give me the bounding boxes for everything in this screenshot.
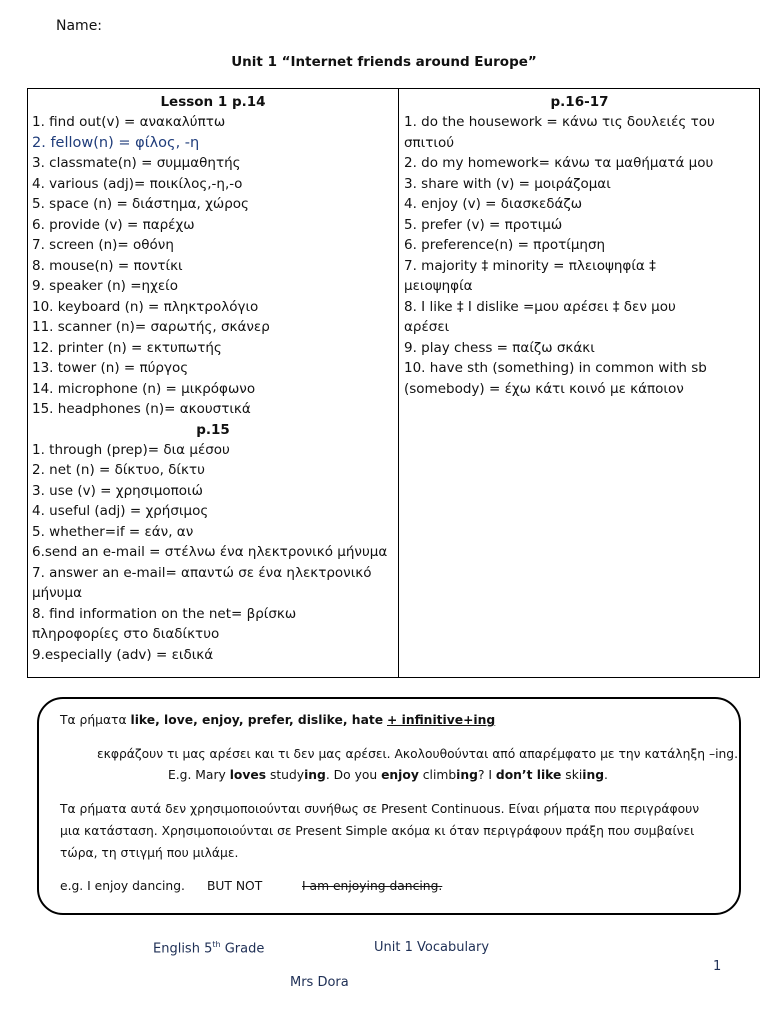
rule-intro: Τα ρήματα xyxy=(60,713,131,727)
p16-17-list xyxy=(404,112,755,399)
vocab-item: 7. screen (n)= οθόνη xyxy=(32,237,174,253)
vocab-item: πληροφορίες στο διαδίκτυο xyxy=(32,626,220,642)
page-title: Unit 1 “Internet friends around Europe” xyxy=(231,54,537,70)
vocab-item: 3. classmate(n) = συμμαθητής xyxy=(32,155,241,171)
usage-note-line: Τα ρήματα αυτά δεν χρησιμοποιούνται συνήθως σε Present Continuous. Είναι ρήματα που περιγράφουν xyxy=(60,802,700,816)
example-text: study xyxy=(266,768,305,782)
vocab-item: 2. do my homework= κάνω τα μαθήματά μου xyxy=(404,155,714,171)
example-text: ? I xyxy=(477,768,496,782)
vocab-item: 14. microphone (n) = μικρόφωνο xyxy=(32,380,256,397)
vocab-item: 4. useful (adj) = χρήσιμος xyxy=(32,503,209,519)
vocab-item: 8. I like ‡ I dislike =μου αρέσει ‡ δεν μου xyxy=(404,298,676,315)
vocab-item: 6. provide (v) = παρέχω xyxy=(32,216,195,233)
vocab-item: σπιτιού xyxy=(404,134,455,151)
example-text: . xyxy=(604,768,608,782)
vocab-item: 13. tower (n) = πύργος xyxy=(32,360,189,376)
vocab-item: 2. fellow(n) = φίλος, -η xyxy=(32,134,200,151)
vocab-item: 9. play chess = παίζω σκάκι xyxy=(404,339,595,356)
vocab-item: 4. various (adj)= ποικίλος,-η,-ο xyxy=(32,175,243,192)
left-column xyxy=(28,89,399,677)
grammar-examples xyxy=(168,768,608,782)
vocab-item: 6.send an e-mail = στέλνω ένα ηλεκτρονικό μήνυμα xyxy=(32,544,388,560)
vocab-item: 1. do the housework = κάνω τις δουλειές του xyxy=(404,114,715,130)
vocab-item: 11. scanner (n)= σαρωτής, σκάνερ xyxy=(32,319,270,335)
vocab-item: 9.especially (adv) = ειδικά xyxy=(32,646,214,663)
vocab-item: 5. space (n) = διάστημα, χώρος xyxy=(32,196,249,212)
example-text: ski xyxy=(561,768,583,782)
course-text: English 5 xyxy=(153,941,213,957)
example-suffix: ing xyxy=(304,768,326,782)
p15-list xyxy=(32,440,394,666)
example-verb: don’t like xyxy=(495,768,562,782)
vocab-item: 7. answer an e-mail= απαντώ σε ένα ηλεκτρονικό xyxy=(32,564,372,581)
vocab-item: 10. have sth (something) in common with sb xyxy=(404,360,707,376)
vocab-item: 5. prefer (v) = προτιμώ xyxy=(404,216,563,233)
footer-unit: Unit 1 Vocabulary xyxy=(374,940,490,955)
grammar-explanation: εκφράζουν τι μας αρέσει και τι δεν μας αρέσει. Ακολουθούνται από απαρέμφατο με την κατάληξη –ing. xyxy=(97,747,739,761)
vocab-item: 10. keyboard (n) = πληκτρολόγιο xyxy=(32,298,259,315)
example-suffix: ing xyxy=(582,768,605,782)
vocab-item: (somebody) = έχω κάτι κοινό με κάποιον xyxy=(404,380,684,397)
usage-note-line: τώρα, τη στιγμή που μιλάμε. xyxy=(60,846,239,860)
vocab-item: 1. through (prep)= δια μέσου xyxy=(32,441,230,458)
vocab-item: 4. enjoy (v) = διασκεδάζω xyxy=(404,196,583,212)
footer-course xyxy=(153,940,264,956)
lesson-list xyxy=(32,112,394,420)
vocab-item: 15. headphones (n)= ακουστικά xyxy=(32,401,251,417)
footer-teacher: Mrs Dora xyxy=(290,975,349,990)
course-superscript: th xyxy=(212,940,221,949)
example-text: climb xyxy=(418,768,457,782)
vocab-item: μειοψηφία xyxy=(404,278,473,294)
vocab-item: αρέσει xyxy=(404,319,450,335)
incorrect-example: I am enjoying dancing. xyxy=(302,879,443,893)
but-not-label: BUT NOT xyxy=(207,879,263,893)
example-verb: loves xyxy=(229,768,267,782)
course-text: Grade xyxy=(220,941,265,957)
section-heading-p16-17: p.16-17 xyxy=(550,94,609,110)
usage-note-line: μια κατάσταση. Χρησιμοποιούνται σε Present Simple ακόμα κι όταν περιγράφουν πράξη που συμβαίνει xyxy=(60,824,695,838)
vocab-item: 3. use (v) = χρησιμοποιώ xyxy=(32,482,203,499)
correct-example: e.g. I enjoy dancing. xyxy=(60,879,185,893)
lesson-heading: Lesson 1 p.14 xyxy=(160,94,266,110)
vocab-item: 8. mouse(n) = ποντίκι xyxy=(32,257,183,274)
vocab-item: 9. speaker (n) =ηχείο xyxy=(32,278,179,294)
vocab-item: 7. majority ‡ minority = πλειοψηφία ‡ xyxy=(404,257,656,274)
vocab-item: μήνυμα xyxy=(32,585,82,601)
right-column xyxy=(399,89,759,677)
section-heading-p15: p.15 xyxy=(196,421,230,438)
vocab-item: 5. whether=if = εάν, αν xyxy=(32,523,194,540)
rule-form: + infinitive+ing xyxy=(387,713,496,727)
rule-verbs: like, love, enjoy, prefer, dislike, hate xyxy=(130,713,384,727)
example-suffix: ing xyxy=(456,768,478,782)
example-text: E.g. Mary xyxy=(168,768,230,782)
name-label: Name: xyxy=(56,18,103,34)
vocab-item: 8. find information on the net= βρίσκω xyxy=(32,605,297,622)
grammar-rule-line xyxy=(60,713,495,727)
page-number: 1 xyxy=(713,959,722,974)
vocab-item: 6. preference(n) = προτίμηση xyxy=(404,237,606,253)
vocab-item: 3. share with (v) = μοιράζομαι xyxy=(404,175,611,192)
grammar-note-box xyxy=(37,697,741,915)
example-text: . Do you xyxy=(325,768,382,782)
example-verb: enjoy xyxy=(381,768,419,782)
vocab-item: 1. find out(v) = ανακαλύπτω xyxy=(32,114,226,130)
vocabulary-table xyxy=(27,88,760,678)
vocab-item: 12. printer (n) = εκτυπωτής xyxy=(32,339,222,356)
vocab-item: 2. net (n) = δίκτυο, δίκτυ xyxy=(32,462,205,478)
